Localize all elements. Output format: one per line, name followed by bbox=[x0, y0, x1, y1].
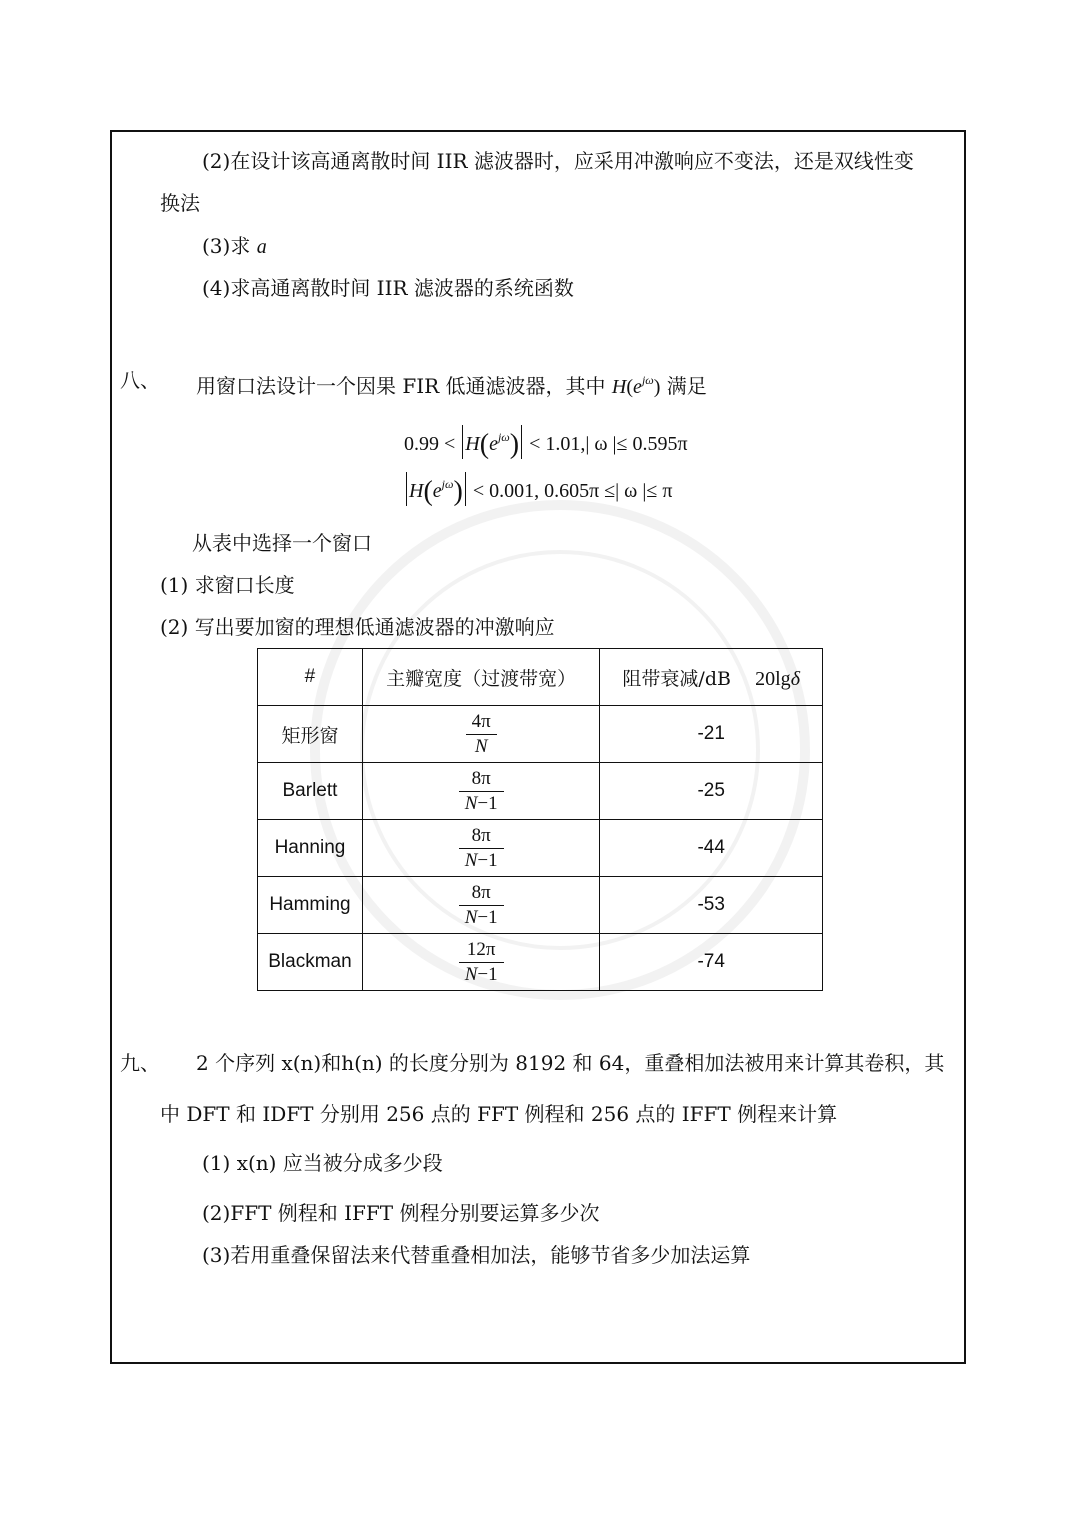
table-row bbox=[258, 877, 823, 934]
q7-sub3-var: a bbox=[256, 236, 267, 258]
mainlobe-width: $\frac{8\pi}{N-1}$ bbox=[362, 820, 599, 877]
window-table bbox=[257, 648, 823, 991]
mainlobe-width: $\frac{8\pi}{N-1}$ bbox=[362, 877, 599, 934]
window-name: 矩形窗 bbox=[258, 706, 363, 763]
q8-H: H bbox=[611, 376, 627, 398]
window-name: Hamming bbox=[258, 877, 363, 934]
table-row bbox=[258, 934, 823, 991]
q9-line1: 2 个序列 x(n)和h(n) 的长度分别为 8192 和 64，重叠相加法被用来计算其卷积，其 bbox=[196, 1051, 945, 1075]
q9-sub1: (1) x(n) 应当被分成多少段 bbox=[202, 1151, 443, 1175]
q9-sub3: (3)若用重叠保留法来代替重叠相加法，能够节省多少加法运算 bbox=[202, 1243, 751, 1267]
window-name: Blackman bbox=[258, 934, 363, 991]
cond1-right: < 1.01,| ω |≤ 0.595π bbox=[529, 433, 688, 455]
stopband-attenuation: -74 bbox=[600, 934, 823, 991]
stopband-attenuation: -21 bbox=[600, 706, 823, 763]
stopband-attenuation: -53 bbox=[600, 877, 823, 934]
q9-line2: 中 DFT 和 IDFT 分别用 256 点的 FFT 例程和 256 点的 IFFT 例程来计算 bbox=[160, 1102, 838, 1126]
cond1-left: 0.99 < bbox=[404, 433, 456, 455]
mainlobe-width: $\frac{12\pi}{N-1}$ bbox=[362, 934, 599, 991]
stopband-attenuation: -44 bbox=[600, 820, 823, 877]
q7-sub2-line1: (2)在设计该高通离散时间 IIR 滤波器时，应采用冲激响应不变法，还是双线性变 bbox=[202, 149, 914, 173]
stopband-attenuation: -25 bbox=[600, 763, 823, 820]
table-row bbox=[258, 706, 823, 763]
q7-sub3 bbox=[202, 233, 267, 260]
table-row bbox=[258, 820, 823, 877]
q8-number: 八、 bbox=[120, 368, 160, 392]
header-attenuation bbox=[600, 649, 823, 706]
q8-condition-1: $0.99 < H(e^{j\omega}) < 1.01,|$ ω |≤ 0.595π bbox=[404, 424, 688, 459]
header-index: # bbox=[258, 649, 363, 706]
header-delta: δ bbox=[790, 667, 800, 690]
q8-sub1: (1) 求窗口长度 bbox=[160, 573, 295, 597]
q8-e: e bbox=[633, 376, 642, 398]
header-mainlobe: 主瓣宽度（过渡带宽） bbox=[362, 649, 599, 706]
header-atten-label: 阻带衰减/dB bbox=[622, 667, 731, 690]
q9-number: 九、 bbox=[120, 1051, 160, 1075]
q8-sub2: (2) 写出要加窗的理想低通滤波器的冲激响应 bbox=[160, 615, 555, 639]
q8-text-before: 用窗口法设计一个因果 FIR 低通滤波器，其中 bbox=[196, 374, 606, 398]
header-20lg: 20lg bbox=[755, 667, 791, 690]
q8-condition-2: $H(e^{j\omega}) < 0.001$, 0.605π ≤| ω |≤ π bbox=[404, 471, 672, 506]
q7-sub2-line2: 换法 bbox=[160, 191, 200, 215]
q7-sub3-text: (3)求 bbox=[202, 234, 251, 258]
window-name: Hanning bbox=[258, 820, 363, 877]
mainlobe-width: $\frac{8\pi}{N-1}$ bbox=[362, 763, 599, 820]
q8-statement: 用窗口法设计一个因果 FIR 低通滤波器，其中 $H(e^{j\omega})$ 满足 bbox=[196, 373, 707, 398]
q8-text-after: 满足 bbox=[666, 374, 707, 398]
window-name: Barlett bbox=[258, 763, 363, 820]
q8-jw: jω bbox=[641, 373, 654, 387]
q9-sub2: (2)FFT 例程和 IFFT 例程分别要运算多少次 bbox=[202, 1201, 600, 1225]
q8-choose-window: 从表中选择一个窗口 bbox=[192, 531, 372, 555]
cond2-right: < 0.001, 0.605π ≤| ω |≤ π bbox=[472, 480, 673, 502]
table-row bbox=[258, 763, 823, 820]
table-header-row bbox=[258, 649, 823, 706]
mainlobe-width: $\frac{4\pi}{N}$ bbox=[362, 706, 599, 763]
q7-sub4: (4)求高通离散时间 IIR 滤波器的系统函数 bbox=[202, 276, 574, 300]
